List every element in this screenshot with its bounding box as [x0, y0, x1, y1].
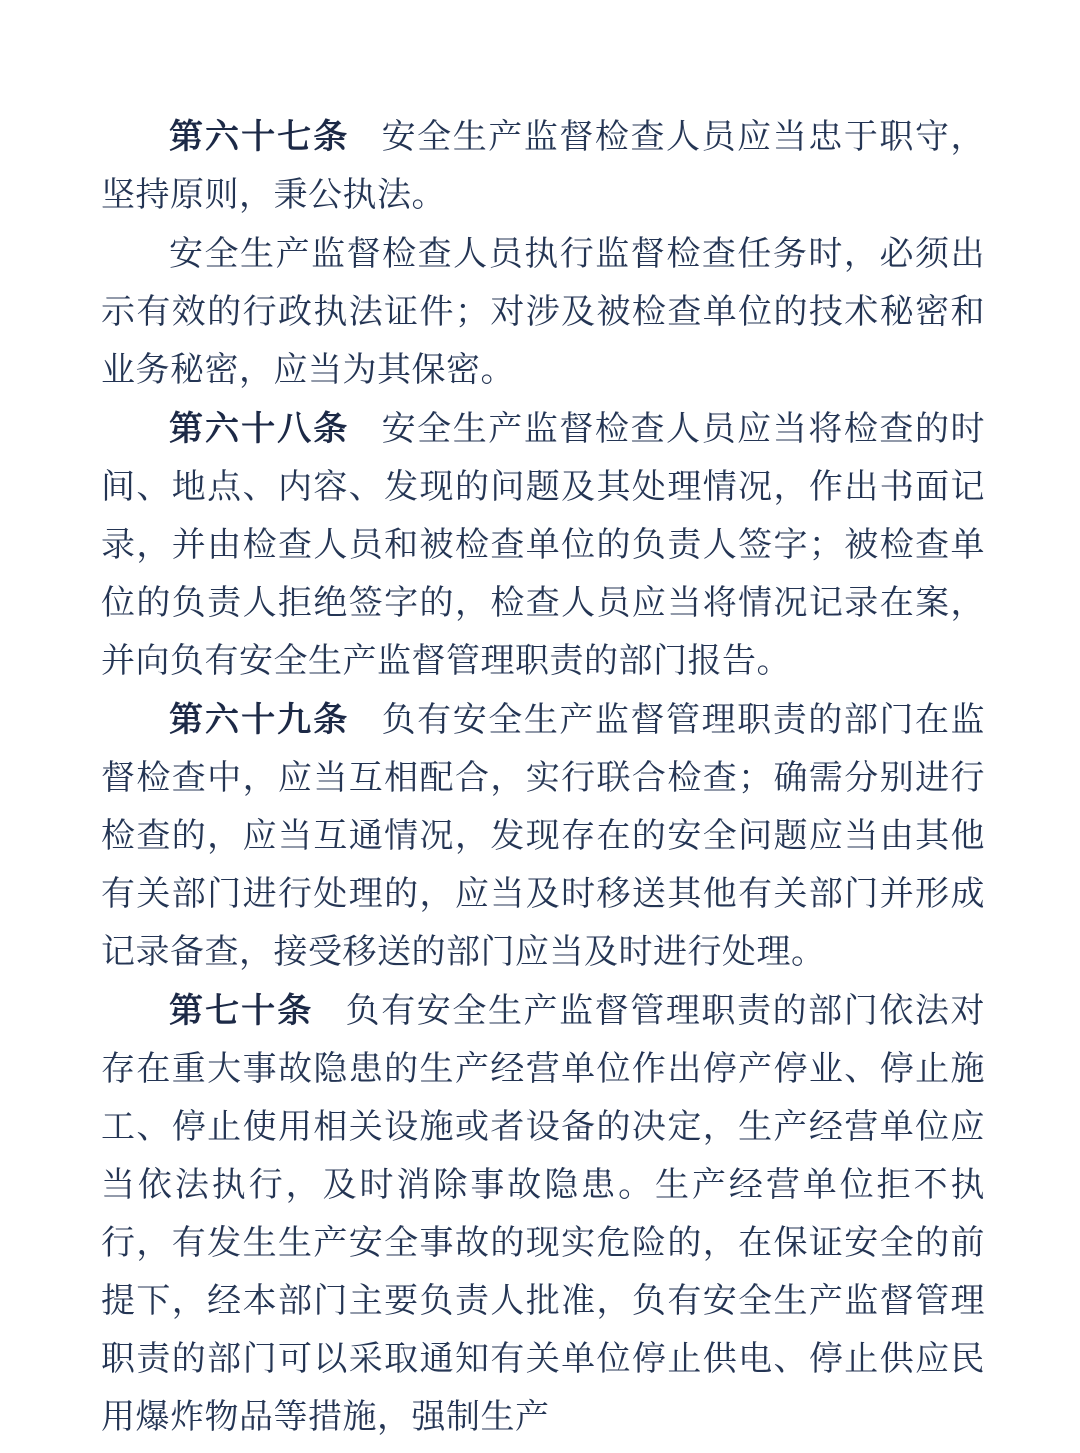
- article-69-paragraph-text: 负有安全生产监督管理职责的部门在监督检查中，应当互相配合，实行联合检查；确需分别进行检查的，应当互通情况，发现存在的安全问题应当由其他有关部门进行处理的，应当及时移送其他有关部门并形成记录备查，接受移送的部门应当及时进行处理。: [101, 702, 986, 971]
- article-67-paragraph-2: [101, 225, 985, 400]
- article-69-paragraph: [101, 691, 985, 982]
- article-67-paragraph-1: [101, 108, 985, 225]
- article-68-paragraph-text: 安全生产监督检查人员应当将检查的时间、地点、内容、发现的问题及其处理情况，作出书面记录，并由检查人员和被检查单位的负责人签字；被检查单位的负责人拒绝签字的，检查人员应当将情况记录在案，并向负有安全生产监督管理职责的部门报告。: [101, 411, 986, 680]
- article-68-paragraph: [101, 400, 985, 691]
- law-text-body: [101, 108, 985, 1447]
- article-67-paragraph-1-text: 安全生产监督检查人员应当忠于职守，坚持原则，秉公执法。: [101, 119, 986, 214]
- article-67-number: 第六十七条: [169, 118, 350, 156]
- article-70-number: 第七十条: [169, 992, 314, 1030]
- article-70-paragraph: [101, 982, 985, 1447]
- article-68-number: 第六十八条: [169, 410, 350, 448]
- article-69-number: 第六十九条: [169, 701, 350, 739]
- article-67-paragraph-2-text: 安全生产监督检查人员执行监督检查任务时，必须出示有效的行政执法证件；对涉及被检查单位的技术秘密和业务秘密，应当为其保密。: [101, 236, 985, 389]
- article-70-paragraph-text: 负有安全生产监督管理职责的部门依法对存在重大事故隐患的生产经营单位作出停产停业、停止施工、停止使用相关设施或者设备的决定，生产经营单位应当依法执行，及时消除事故隐患。生产经营单位拒不执行，有发生生产安全事故的现实危险的，在保证安全的前提下，经本部门主要负责人批准，负有安全生产监督管理职责的部门可以采取通知有关单位停止供电、停止供应民用爆炸物品等措施，强制生产: [101, 993, 986, 1436]
